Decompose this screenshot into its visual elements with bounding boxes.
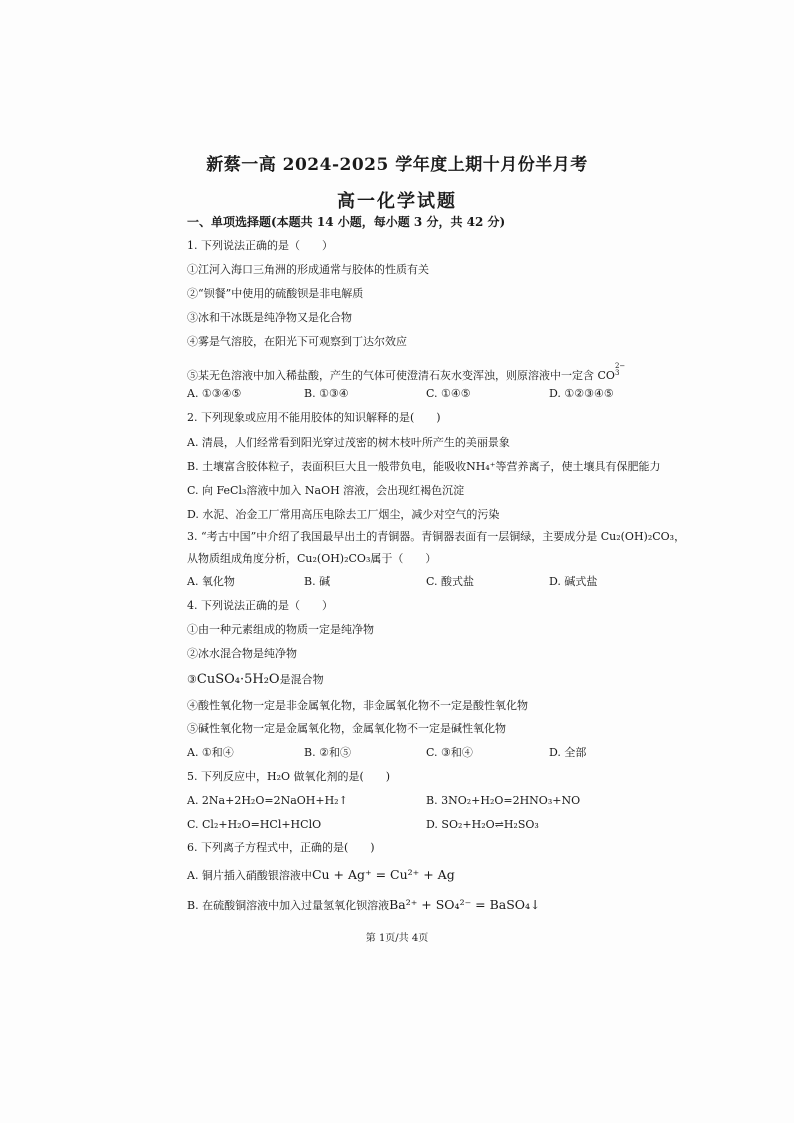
q6-option-b-pre: B. 在硫酸铜溶液中加入过量氢氧化钡溶液 xyxy=(187,899,390,912)
q1-option-d: D. ①②③④⑤ xyxy=(549,387,614,400)
q2-option-b-post: 等营养离子，使土壤具有保肥能力 xyxy=(495,460,661,473)
q5-option-a: A. 2Na+2H₂O=2NaOH+H₂↑ xyxy=(187,794,348,807)
q1-statement-4: ④雾是气溶胶，在阳光下可观察到丁达尔效应 xyxy=(187,335,407,348)
q2-option-d: D. 水泥、冶金工厂常用高压电除去工厂烟尘，减少对空气的污染 xyxy=(187,508,500,521)
q1-carbonate-ion xyxy=(597,362,626,382)
q4-copper-sulfate-formula: CuSO₄·5H₂O xyxy=(196,672,280,687)
q2-option-c: C. 向 FeCl₃溶液中加入 NaOH 溶液，会出现红褐色沉淀 xyxy=(187,484,465,497)
q4-statement-1: ①由一种元素组成的物质一定是纯净物 xyxy=(187,623,374,636)
q1-option-a: A. ①③④⑤ xyxy=(187,387,242,400)
q6-stem: 6. 下列离子方程式中，正确的是( ) xyxy=(187,841,375,854)
page-number: 第 1页/共 4页 xyxy=(365,933,429,944)
q1-ion-charge: 2− xyxy=(614,362,626,370)
section-heading: 一、单项选择题(本题共 14 小题，每小题 3 分，共 42 分) xyxy=(187,215,506,229)
q6-option-a xyxy=(187,868,455,883)
q2-option-a: A. 清晨，人们经常看到阳光穿过茂密的树木枝叶所产生的美丽景象 xyxy=(187,436,510,449)
q1-statement-1: ①江河入海口三角洲的形成通常与胶体的性质有关 xyxy=(187,263,429,276)
q3-option-d: D. 碱式盐 xyxy=(549,575,598,588)
q1-statement-2: ②“钡餐”中使用的硫酸钡是非电解质 xyxy=(187,287,364,300)
q2-ammonium-ion: NH₄⁺ xyxy=(466,460,496,473)
q4-option-c: C. ③和④ xyxy=(426,746,473,759)
q6-option-b-equation: Ba²⁺ + SO₄²⁻ = BaSO₄↓ xyxy=(389,897,541,912)
q4-option-d: D. 全部 xyxy=(549,746,587,759)
exam-subtitle: 高一化学试题 xyxy=(337,191,457,212)
q4-statement-3-pre: ③ xyxy=(187,673,197,686)
q1-ion-subscript: 3 xyxy=(614,369,620,377)
q2-option-b-pre: B. 土壤富含胶体粒子，表面积巨大且一般带负电，能吸收 xyxy=(187,460,467,473)
q6-option-a-pre: A. 铜片插入硝酸银溶液中 xyxy=(187,869,312,882)
q5-option-b: B. 3NO₂+H₂O=2HNO₃+NO xyxy=(426,794,581,807)
q2-option-b xyxy=(187,460,661,474)
q1-statement-3: ③冰和干冰既是纯净物又是化合物 xyxy=(187,311,352,324)
q6-option-a-equation: Cu + Ag⁺ = Cu²⁺ + Ag xyxy=(311,867,455,882)
q4-option-a: A. ①和④ xyxy=(187,746,234,759)
q5-option-c: C. Cl₂+H₂O=HCl+HClO xyxy=(187,818,322,831)
q3-stem-2: 从物质组成角度分析，Cu₂(OH)₂CO₃属于（ ） xyxy=(187,552,437,565)
q4-option-b: B. ②和⑤ xyxy=(304,746,351,759)
q5-option-d: D. SO₂+H₂O⇌H₂SO₃ xyxy=(426,818,539,831)
q2-stem: 2. 下列现象或应用不能用胶体的知识解释的是( ) xyxy=(187,411,441,424)
q5-stem: 5. 下列反应中，H₂O 做氧化剂的是( ) xyxy=(187,770,391,783)
q6-option-b xyxy=(187,898,541,913)
q1-option-b: B. ①③④ xyxy=(304,387,349,400)
q4-statement-4: ④酸性氧化物一定是非金属氧化物，非金属氧化物不一定是酸性氧化物 xyxy=(187,699,528,712)
q4-stem: 4. 下列说法正确的是（ ） xyxy=(187,599,333,612)
q1-statement-5 xyxy=(187,363,625,383)
q4-statement-3 xyxy=(187,673,324,687)
q3-option-c: C. 酸式盐 xyxy=(426,575,475,588)
q1-option-c: C. ①④⑤ xyxy=(426,387,471,400)
q4-statement-3-post: 是混合物 xyxy=(279,673,324,686)
q3-stem: 3. “考古中国”中介绍了我国最早出土的青铜器。青铜器表面有一层铜绿，主要成分是 Cu₂(OH)₂CO₃， xyxy=(187,530,686,543)
q1-statement-5-text: ⑤某无色溶液中加入稀盐酸，产生的气体可使澄清石灰水变浑浊，则原溶液中一定含 xyxy=(187,369,594,382)
q3-option-a: A. 氧化物 xyxy=(187,575,235,588)
q1-stem: 1. 下列说法正确的是（ ） xyxy=(187,239,333,252)
exam-title: 新蔡一高 2024-2025 学年度上期十月份半月考 xyxy=(206,155,588,175)
q4-statement-2: ②冰水混合物是纯净物 xyxy=(187,647,297,660)
q4-statement-5: ⑤碱性氧化物一定是金属氧化物，金属氧化物不一定是碱性氧化物 xyxy=(187,722,506,735)
q1-ion-symbol: CO xyxy=(597,369,615,382)
q3-option-b: B. 碱 xyxy=(304,575,331,588)
